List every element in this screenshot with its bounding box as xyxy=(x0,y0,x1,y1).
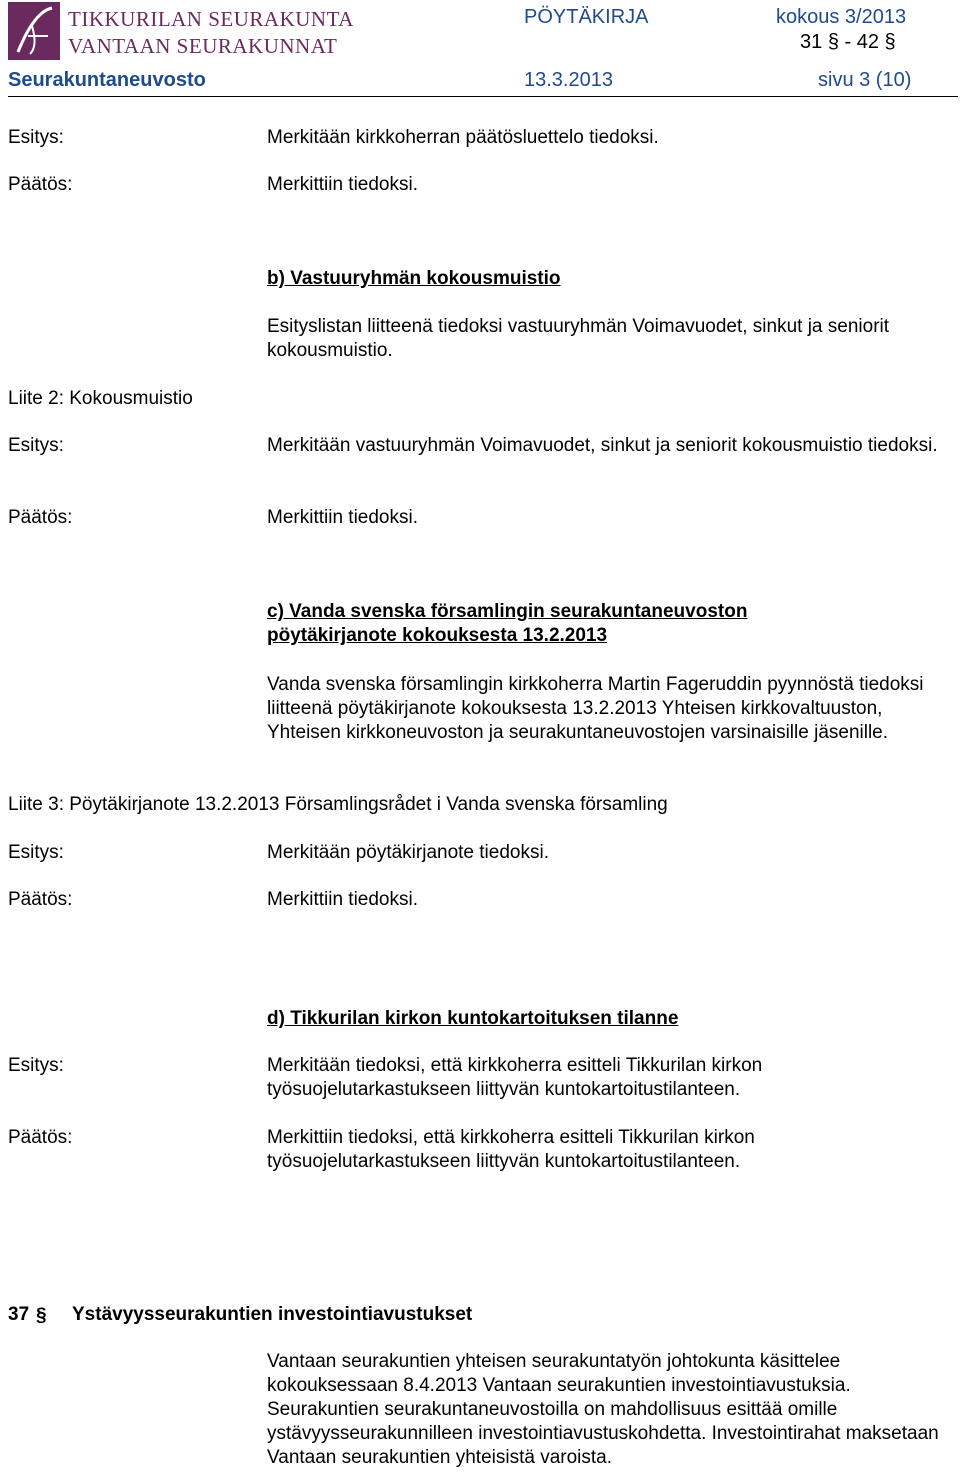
paatos-label: Päätös: xyxy=(8,174,73,195)
org-name-line2: VANTAAN SEURAKUNNAT xyxy=(68,34,338,58)
paatos-text: Merkittiin tiedoksi, että kirkkoherra esitteli Tikkurilan kirkon työsuojelutarkastukseen liittyvän kuntokartoitustilanteen. xyxy=(267,1127,755,1172)
esitys-text: Merkitään pöytäkirjanote tiedoksi. xyxy=(267,842,549,863)
section-start: 31 xyxy=(800,31,823,53)
esitys-label: Esitys: xyxy=(8,842,64,863)
item-intro-c: Vanda svenska församlingin kirkkoherra Martin Fageruddin pyynnöstä tiedoksi liitteenä pöytäkirjanote kokouksesta 13.2.2013 Yhteisen kirkkovaltuuston, Yhteisen kirkkoneuvoston ja seurakuntaneuvostojen varsinaisille jäsenille. xyxy=(267,674,924,743)
paatos-text: Merkittiin tiedoksi. xyxy=(267,174,418,195)
section-symbol-icon: § xyxy=(884,31,896,53)
item-heading-d: d) Tikkurilan kirkon kuntokartoituksen tilanne xyxy=(267,1008,679,1029)
paatos-text: Merkittiin tiedoksi. xyxy=(267,889,418,910)
esitys-text: Merkitään kirkkoherran päätösluettelo tiedoksi. xyxy=(267,127,659,148)
attachment-label: Liite 3: Pöytäkirjanote 13.2.2013 Församlingsrådet i Vanda svenska församling xyxy=(8,794,668,815)
item-intro-b: Esityslistan liitteenä tiedoksi vastuuryhmän Voimavuodet, sinkut ja seniorit kokousmuistio. xyxy=(267,316,890,361)
item-heading-b: b) Vastuuryhmän kokousmuistio xyxy=(267,268,561,289)
esitys-text: Merkitään tiedoksi, että kirkkoherra esitteli Tikkurilan kirkon työsuojelutarkastukseen liittyvän kuntokartoitustilanteen. xyxy=(267,1055,763,1100)
esitys-label: Esitys: xyxy=(8,435,64,456)
attachment-label: Liite 2: Kokousmuistio xyxy=(8,388,193,409)
paatos-label: Päätös: xyxy=(8,1127,73,1148)
doc-type: PÖYTÄKIRJA xyxy=(524,6,649,28)
header-divider xyxy=(8,96,958,97)
paatos-label: Päätös: xyxy=(8,889,73,910)
esitys-label: Esitys: xyxy=(8,1055,64,1076)
meeting-number: kokous 3/2013 xyxy=(776,6,907,28)
esitys-text: Merkitään vastuuryhmän Voimavuodet, sinkut ja seniorit kokousmuistio tiedoksi. xyxy=(267,435,938,456)
item-heading-c: c) Vanda svenska församlingin seurakuntaneuvoston pöytäkirjanote kokouksesta 13.2.2013 xyxy=(267,601,748,646)
page-number: sivu 3 (10) xyxy=(818,69,912,91)
section-end: - 42 xyxy=(844,31,879,53)
section-number: 37 xyxy=(8,1304,30,1325)
section-symbol-icon: § xyxy=(36,1305,47,1326)
org-name-line1: TIKKURILAN SEURAKUNTA xyxy=(68,7,354,31)
section-title: Ystävyysseurakuntien investointiavustukset xyxy=(72,1304,473,1325)
paatos-label: Päätös: xyxy=(8,507,73,528)
meeting-date: 13.3.2013 xyxy=(524,69,613,91)
section-symbol-icon: § xyxy=(827,31,839,53)
section-text: Vantaan seurakuntien yhteisen seurakuntatyön johtokunta käsittelee kokouksessaan 8.4.2013 Vantaan seurakuntien investointiavustuksia. Seurakuntien seurakuntaneuvostoilla on mahdollisuus esittää omille ystävyysseurakunnilleen investointiavustuskohdetta. Investointirahat maksetaan Vantaan seurakuntien yhteisistä varoista. xyxy=(267,1351,939,1468)
body-name: Seurakuntaneuvosto xyxy=(8,69,206,91)
esitys-label: Esitys: xyxy=(8,127,64,148)
section-range xyxy=(800,30,896,54)
logo-icon xyxy=(8,2,60,60)
paatos-text: Merkittiin tiedoksi. xyxy=(267,507,418,528)
